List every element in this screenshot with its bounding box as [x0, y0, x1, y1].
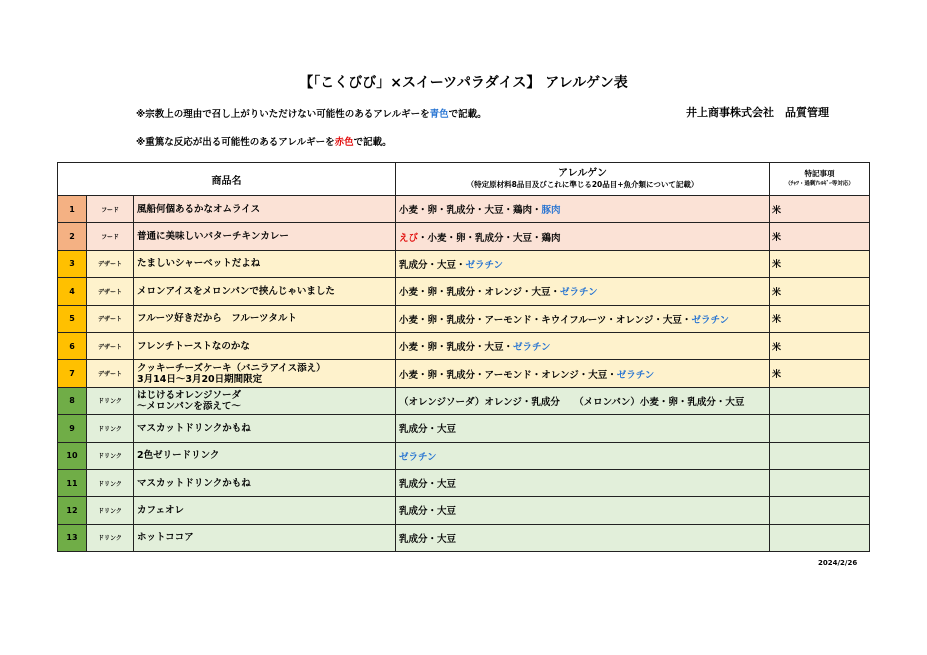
row-allergens — [396, 196, 770, 223]
row-number: 10 — [58, 442, 87, 469]
row-number: 5 — [58, 305, 87, 332]
row-allergens — [396, 332, 770, 359]
allergen-list: 乳成分・大豆・ — [399, 259, 466, 271]
table-row — [58, 223, 870, 250]
row-number: 7 — [58, 360, 87, 387]
row-special-note: 米 — [770, 305, 870, 332]
row-category: ドリンク — [87, 415, 134, 442]
row-category: フード — [87, 196, 134, 223]
row-number: 13 — [58, 524, 87, 551]
table-row — [58, 332, 870, 359]
row-number: 2 — [58, 223, 87, 250]
allergen-list: 乳成分・大豆 — [399, 506, 457, 518]
header-allergen — [396, 163, 770, 196]
document-date: 2024/2/26 — [818, 559, 858, 567]
document-title: 【「こくびび」×スイーツパラダイス】 アレルゲン表 — [299, 75, 628, 91]
row-category: デザート — [87, 360, 134, 387]
row-special-note: 米 — [770, 196, 870, 223]
table-row — [58, 497, 870, 524]
row-allergens — [396, 278, 770, 305]
row-product-name — [134, 250, 396, 277]
row-category: ドリンク — [87, 387, 134, 414]
header-allergen-label: アレルゲン — [558, 168, 607, 179]
row-number: 6 — [58, 332, 87, 359]
allergen-religious: ゼラチン — [616, 369, 655, 381]
product-name-line1: メロンアイスをメロンパンで挟んじゃいました — [137, 285, 335, 297]
row-special-note — [770, 469, 870, 496]
table-row — [58, 387, 870, 414]
row-number: 8 — [58, 387, 87, 414]
header-special — [770, 163, 870, 196]
note-religious-end: で記載。 — [448, 109, 487, 120]
row-product-name — [134, 305, 396, 332]
note-severe — [136, 134, 392, 148]
header-special-label: 特記事項 — [804, 169, 835, 178]
row-allergens — [396, 305, 770, 332]
note-religious-text: ※宗教上の理由で召し上がりいただけない可能性のあるアレルギーを — [136, 109, 430, 120]
table-header-row — [58, 163, 870, 196]
row-category: ドリンク — [87, 442, 134, 469]
table-row — [58, 360, 870, 387]
row-allergens — [396, 442, 770, 469]
table-row — [58, 196, 870, 223]
row-special-note: 米 — [770, 360, 870, 387]
allergen-religious: 豚肉 — [541, 205, 561, 217]
allergen-religious: ゼラチン — [399, 451, 437, 463]
allergen-severe: えび — [399, 232, 419, 244]
row-number: 4 — [58, 278, 87, 305]
product-name-line1: 風船何個あるかなオムライス — [137, 203, 261, 215]
product-name-line1: 普通に美味しいバターチキンカレー — [137, 231, 289, 243]
allergen-list: （オレンジソーダ）オレンジ・乳成分 （メロンパン）小麦・卵・乳成分・大豆 — [399, 396, 745, 408]
product-name-line1: たましいシャーベットだよね — [137, 258, 261, 270]
product-name-line1: フルーツ好きだから フルーツタルト — [137, 313, 297, 325]
row-special-note — [770, 415, 870, 442]
allergen-list: 乳成分・大豆 — [399, 424, 457, 436]
note-red-word: 赤色 — [334, 137, 354, 148]
row-special-note — [770, 387, 870, 414]
product-name-line1: 2色ゼリードリンク — [137, 450, 220, 462]
note-religious — [136, 106, 487, 120]
row-category: デザート — [87, 278, 134, 305]
row-category: デザート — [87, 332, 134, 359]
row-allergens — [396, 223, 770, 250]
row-product-name — [134, 196, 396, 223]
row-special-note — [770, 497, 870, 524]
row-category: デザート — [87, 305, 134, 332]
table-row — [58, 278, 870, 305]
product-name-line1: マスカットドリンクかもね — [137, 477, 251, 489]
allergen-list: 乳成分・大豆 — [399, 479, 457, 491]
product-name-line2: 3月14日～3月20日期間限定 — [137, 373, 263, 385]
row-allergens — [396, 250, 770, 277]
row-product-name — [134, 497, 396, 524]
row-product-name — [134, 223, 396, 250]
row-allergens — [396, 524, 770, 551]
row-category: デザート — [87, 250, 134, 277]
row-category: ドリンク — [87, 524, 134, 551]
product-name-line1: マスカットドリンクかもね — [137, 422, 251, 434]
allergen-list: ・小麦・卵・乳成分・大豆・鶏肉 — [418, 232, 561, 244]
table-row — [58, 524, 870, 551]
allergen-religious: ゼラチン — [513, 342, 551, 354]
product-name-line1: ホットココア — [137, 532, 194, 544]
row-product-name — [134, 360, 396, 387]
row-product-name — [134, 278, 396, 305]
table-row — [58, 415, 870, 442]
header-allergen-sub: （特定原材料8品目及びこれに準じる20品目+魚介類について記載） — [466, 180, 699, 189]
row-number: 12 — [58, 497, 87, 524]
header-special-sub: （ﾁｬﾂ・過剰ｱﾚﾙｷﾞｰ等対応） — [785, 181, 854, 187]
row-product-name — [134, 387, 396, 414]
row-allergens — [396, 469, 770, 496]
row-special-note: 米 — [770, 250, 870, 277]
allergen-list: 乳成分・大豆 — [399, 533, 457, 545]
allergen-list: 小麦・卵・乳成分・オレンジ・大豆・ — [399, 287, 561, 299]
row-product-name — [134, 469, 396, 496]
note-severe-text: ※重篤な反応が出る可能性のあるアレルギーを — [136, 137, 335, 148]
row-special-note — [770, 442, 870, 469]
row-allergens — [396, 415, 770, 442]
row-number: 3 — [58, 250, 87, 277]
row-product-name — [134, 524, 396, 551]
row-product-name — [134, 415, 396, 442]
row-special-note: 米 — [770, 332, 870, 359]
row-special-note: 米 — [770, 278, 870, 305]
table-row — [58, 305, 870, 332]
allergen-list: 小麦・卵・乳成分・アーモンド・キウイフルーツ・オレンジ・大豆・ — [399, 314, 692, 326]
allergen-religious: ゼラチン — [560, 287, 598, 299]
note-blue-word: 青色 — [429, 109, 449, 120]
table-row — [58, 442, 870, 469]
company-name: 井上商事株式会社 品質管理 — [686, 106, 829, 119]
table-row — [58, 250, 870, 277]
row-category: フード — [87, 223, 134, 250]
row-product-name — [134, 332, 396, 359]
allergen-list: 小麦・卵・乳成分・アーモンド・オレンジ・大豆・ — [399, 369, 617, 381]
product-name-line1: フレンチトーストなのかな — [137, 340, 250, 352]
row-special-note: 米 — [770, 223, 870, 250]
allergen-list: 小麦・卵・乳成分・大豆・ — [399, 342, 514, 354]
row-category: ドリンク — [87, 497, 134, 524]
row-allergens — [396, 387, 770, 414]
row-number: 9 — [58, 415, 87, 442]
allergen-list: 小麦・卵・乳成分・大豆・鶏肉・ — [399, 205, 542, 217]
allergen-religious: ゼラチン — [465, 259, 504, 271]
row-number: 1 — [58, 196, 87, 223]
row-category: ドリンク — [87, 469, 134, 496]
note-severe-end: で記載。 — [353, 137, 392, 148]
row-number: 11 — [58, 469, 87, 496]
product-name-line1: はじけるオレンジソーダ — [137, 389, 242, 401]
row-allergens — [396, 360, 770, 387]
row-special-note — [770, 524, 870, 551]
allergen-table — [57, 162, 870, 552]
table-row — [58, 469, 870, 496]
product-name-line2: ～メロンパンを添えて～ — [137, 400, 241, 412]
product-name-line1: クッキーチーズケーキ（バニラアイス添え） — [137, 362, 326, 374]
row-product-name — [134, 442, 396, 469]
product-name-line1: カフェオレ — [137, 504, 185, 516]
row-allergens — [396, 497, 770, 524]
header-product: 商品名 — [58, 163, 396, 196]
allergen-religious: ゼラチン — [691, 314, 729, 326]
